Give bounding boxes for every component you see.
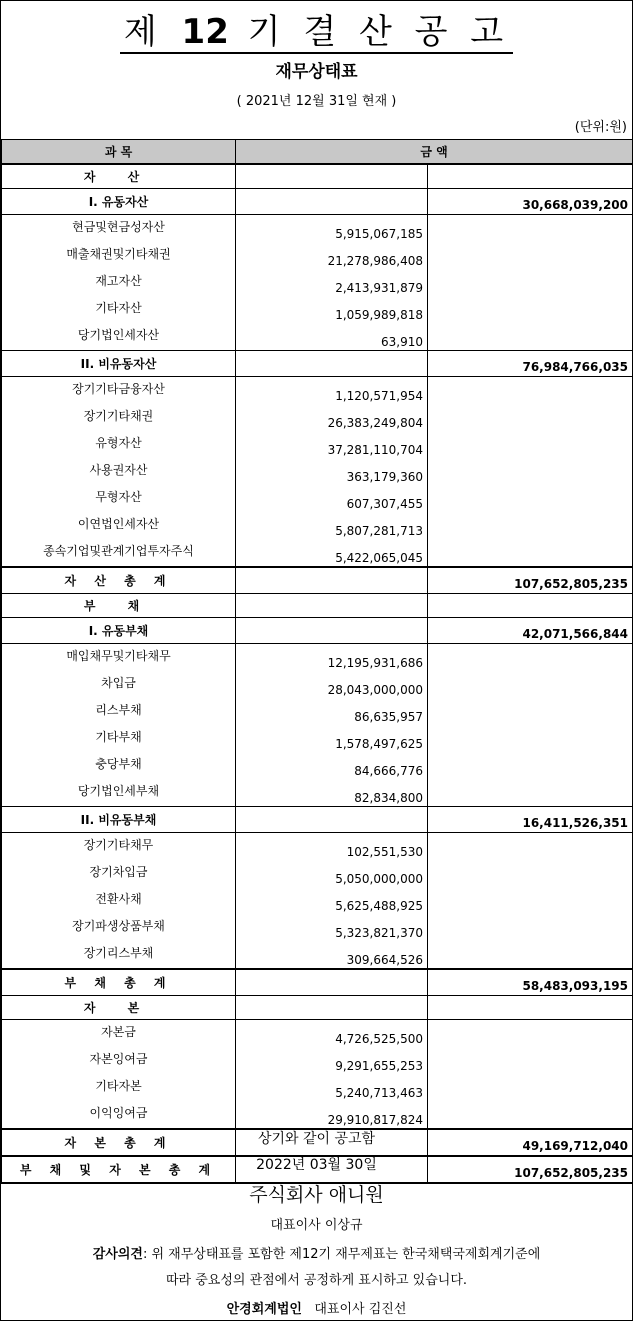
line-item-row — [2, 539, 633, 567]
subtotal-amount — [428, 1101, 633, 1129]
item-amount: 1,578,497,625 — [236, 725, 428, 752]
subtotal-amount — [428, 996, 633, 1020]
account-name: 당기법인세부채 — [2, 779, 236, 807]
account-name: 리스부채 — [2, 698, 236, 725]
account-column-header: 과 목 — [2, 140, 236, 165]
subtotal-amount — [428, 752, 633, 779]
subtotal-amount — [428, 323, 633, 351]
line-item-row — [2, 779, 633, 807]
account-name: 장기파생상품부채 — [2, 914, 236, 941]
item-amount: 5,807,281,713 — [236, 512, 428, 539]
line-item-row — [2, 752, 633, 779]
line-item-row — [2, 512, 633, 539]
line-item-row — [2, 1047, 633, 1074]
account-name: 자 본 — [2, 996, 236, 1020]
subtotal-amount — [428, 698, 633, 725]
statement-title: 재무상태표 — [275, 62, 358, 82]
subtotal-amount — [428, 485, 633, 512]
subtotal-amount — [428, 941, 633, 969]
auditor-ceo: 대표이사 김진선 — [314, 1302, 407, 1317]
account-name: II. 비유동자산 — [2, 351, 236, 377]
audit-opinion-label: 감사의견 — [92, 1247, 143, 1262]
ceo-name: 대표이사 이상규 — [270, 1218, 363, 1233]
subtotal-amount — [428, 269, 633, 296]
subtotal-amount — [428, 779, 633, 807]
group-row — [2, 807, 633, 833]
total-row — [2, 969, 633, 996]
account-name: 기타자산 — [2, 296, 236, 323]
item-amount: 309,664,526 — [236, 941, 428, 969]
line-item-row — [2, 941, 633, 969]
subtotal-amount — [428, 164, 633, 189]
section-row — [2, 996, 633, 1020]
item-amount: 26,383,249,804 — [236, 404, 428, 431]
item-amount: 363,179,360 — [236, 458, 428, 485]
account-name: 현금및현금성자산 — [2, 215, 236, 243]
account-name: 당기법인세자산 — [2, 323, 236, 351]
item-amount: 29,910,817,824 — [236, 1101, 428, 1129]
account-name: 무형자산 — [2, 485, 236, 512]
line-item-row — [2, 242, 633, 269]
item-amount: 86,635,957 — [236, 698, 428, 725]
item-amount — [236, 189, 428, 215]
line-item-row — [2, 458, 633, 485]
balance-sheet-table — [1, 139, 633, 1184]
account-name: I. 유동자산 — [2, 189, 236, 215]
line-item-row — [2, 914, 633, 941]
account-name: I. 유동부채 — [2, 618, 236, 644]
item-amount: 5,422,065,045 — [236, 539, 428, 567]
company-name: 주식회사 애니원 — [249, 1184, 384, 1206]
item-amount: 12,195,931,686 — [236, 644, 428, 672]
subtotal-amount: 16,411,526,351 — [428, 807, 633, 833]
line-item-row — [2, 1020, 633, 1048]
subtotal-amount: 30,668,039,200 — [428, 189, 633, 215]
line-item-row — [2, 644, 633, 672]
group-row — [2, 618, 633, 644]
subtotal-amount — [428, 296, 633, 323]
item-amount — [236, 996, 428, 1020]
account-name: 자 산 총 계 — [2, 567, 236, 594]
account-name: 부 채 — [2, 594, 236, 618]
section-row — [2, 164, 633, 189]
auditor-firm: 안경회계법인 — [226, 1302, 302, 1317]
line-item-row — [2, 485, 633, 512]
account-name: 자 본 총 계 — [2, 1129, 236, 1156]
item-amount — [236, 594, 428, 618]
item-amount: 1,120,571,954 — [236, 377, 428, 405]
as-of-date: ( 2021년 12월 31일 현재 ) — [236, 94, 397, 109]
subtotal-amount — [428, 833, 633, 861]
account-name: 자본금 — [2, 1020, 236, 1048]
item-amount: 2,413,931,879 — [236, 269, 428, 296]
line-item-row — [2, 269, 633, 296]
account-name: 장기기타금융자산 — [2, 377, 236, 405]
account-name: 종속기업및관계기업투자주식 — [2, 539, 236, 567]
item-amount — [236, 567, 428, 594]
line-item-row — [2, 1101, 633, 1129]
account-name: 부 채 및 자 본 총 계 — [2, 1156, 236, 1183]
account-name: 장기차입금 — [2, 860, 236, 887]
subtotal-amount: 42,071,566,844 — [428, 618, 633, 644]
item-amount — [236, 807, 428, 833]
account-name: 유형자산 — [2, 431, 236, 458]
page-title: 제 12 기 결 산 공 고 — [0, 8, 633, 56]
account-name: 기타자본 — [2, 1074, 236, 1101]
line-item-row — [2, 833, 633, 861]
item-amount: 5,323,821,370 — [236, 914, 428, 941]
amount-column-header: 금 액 — [236, 140, 633, 165]
subtotal-amount: 49,169,712,040 — [428, 1129, 633, 1156]
line-item-row — [2, 296, 633, 323]
unit-label: (단위:원) — [574, 120, 627, 135]
subtotal-amount — [428, 1047, 633, 1074]
subtotal-amount — [428, 887, 633, 914]
subtotal-amount: 107,652,805,235 — [428, 1156, 633, 1183]
subtotal-amount — [428, 539, 633, 567]
account-name: 사용권자산 — [2, 458, 236, 485]
subtotal-amount: 58,483,093,195 — [428, 969, 633, 996]
line-item-row — [2, 860, 633, 887]
audit-opinion-line1: 감사의견: 위 재무상태표를 포함한 제12기 재무제표는 한국채택국제회계기준에 — [92, 1247, 541, 1262]
line-item-row — [2, 215, 633, 243]
item-amount — [236, 969, 428, 996]
account-name: 장기기타채권 — [2, 404, 236, 431]
item-amount: 82,834,800 — [236, 779, 428, 807]
account-name: 기타부채 — [2, 725, 236, 752]
subtotal-amount — [428, 671, 633, 698]
item-amount: 607,307,455 — [236, 485, 428, 512]
item-amount: 9,291,655,253 — [236, 1047, 428, 1074]
item-amount — [236, 618, 428, 644]
subtotal-amount — [428, 644, 633, 672]
account-name: 자 산 — [2, 164, 236, 189]
line-item-row — [2, 404, 633, 431]
account-name: 차입금 — [2, 671, 236, 698]
item-amount: 5,915,067,185 — [236, 215, 428, 243]
item-amount: 84,666,776 — [236, 752, 428, 779]
subtotal-amount — [428, 242, 633, 269]
group-row — [2, 189, 633, 215]
section-row — [2, 594, 633, 618]
item-amount: 63,910 — [236, 323, 428, 351]
subtotal-amount — [428, 725, 633, 752]
line-item-row — [2, 671, 633, 698]
item-amount: 21,278,986,408 — [236, 242, 428, 269]
subtotal-amount — [428, 860, 633, 887]
subtotal-amount — [428, 431, 633, 458]
account-name: 자본잉여금 — [2, 1047, 236, 1074]
account-name: II. 비유동부채 — [2, 807, 236, 833]
subtotal-amount: 107,652,805,235 — [428, 567, 633, 594]
account-name: 전환사채 — [2, 887, 236, 914]
item-amount: 5,625,488,925 — [236, 887, 428, 914]
subtotal-amount — [428, 1074, 633, 1101]
group-row — [2, 351, 633, 377]
account-name: 매입채무및기타채무 — [2, 644, 236, 672]
subtotal-amount — [428, 914, 633, 941]
item-amount: 37,281,110,704 — [236, 431, 428, 458]
item-amount: 5,050,000,000 — [236, 860, 428, 887]
item-amount: 28,043,000,000 — [236, 671, 428, 698]
item-amount: 5,240,713,463 — [236, 1074, 428, 1101]
account-name: 부 채 총 계 — [2, 969, 236, 996]
total-row — [2, 567, 633, 594]
subtotal-amount — [428, 215, 633, 243]
line-item-row — [2, 1074, 633, 1101]
table-header-row — [2, 140, 633, 165]
item-amount — [236, 351, 428, 377]
subtotal-amount — [428, 377, 633, 405]
account-name: 재고자산 — [2, 269, 236, 296]
account-name: 이연법인세자산 — [2, 512, 236, 539]
subtotal-amount — [428, 594, 633, 618]
item-amount: 102,551,530 — [236, 833, 428, 861]
notice-text: 상기와 같이 공고함 — [257, 1131, 376, 1147]
subtotal-amount — [428, 512, 633, 539]
subtotal-amount — [428, 404, 633, 431]
line-item-row — [2, 698, 633, 725]
account-name: 장기리스부채 — [2, 941, 236, 969]
account-name: 이익잉여금 — [2, 1101, 236, 1129]
subtotal-amount: 76,984,766,035 — [428, 351, 633, 377]
line-item-row — [2, 887, 633, 914]
item-amount: 4,726,525,500 — [236, 1020, 428, 1048]
line-item-row — [2, 377, 633, 405]
account-name: 장기기타채무 — [2, 833, 236, 861]
subtotal-amount — [428, 458, 633, 485]
item-amount — [236, 164, 428, 189]
line-item-row — [2, 323, 633, 351]
account-name: 충당부채 — [2, 752, 236, 779]
item-amount: 1,059,989,818 — [236, 296, 428, 323]
audit-opinion-line2: 따라 중요성의 관점에서 공정하게 표시하고 있습니다. — [165, 1273, 468, 1288]
line-item-row — [2, 431, 633, 458]
account-name: 매출채권및기타채권 — [2, 242, 236, 269]
line-item-row — [2, 725, 633, 752]
auditor-signature — [0, 1298, 633, 1317]
notice-date: 2022년 03월 30일 — [256, 1157, 377, 1173]
subtotal-amount — [428, 1020, 633, 1048]
